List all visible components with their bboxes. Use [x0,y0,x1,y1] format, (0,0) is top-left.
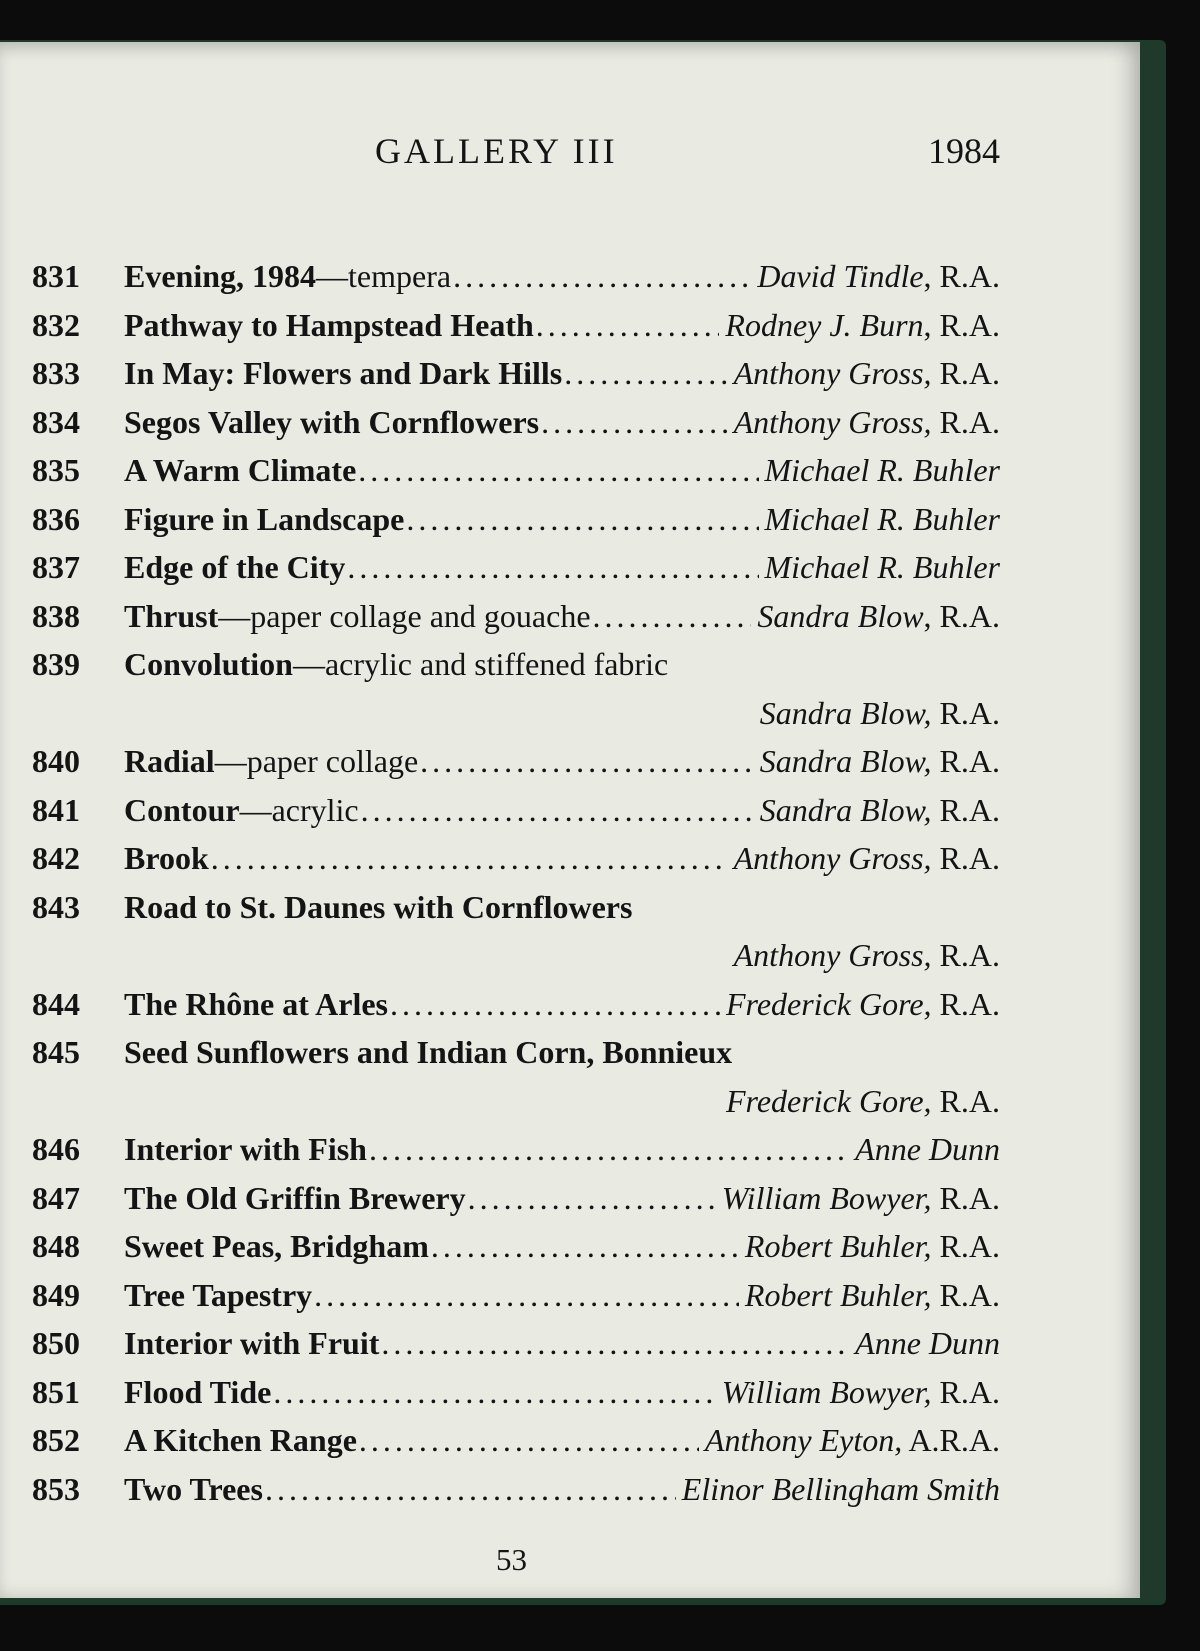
entry-artist [757,252,1000,301]
entry-number: 849 [32,1276,80,1313]
entry-title: Pathway to Hampstead Heath [124,306,534,343]
entry-continuation-line [32,931,1000,980]
catalogue-entry [32,1368,1000,1417]
entry-line [32,301,1000,350]
dot-leader [536,301,720,350]
artist-name: Rodney J. Burn [725,306,924,343]
entry-number: 842 [32,840,80,876]
dot-leader [406,495,758,544]
entry-title: Interior with Fruit [124,1325,380,1361]
entry-medium: —paper collage and gouache [218,597,591,634]
catalogue-entry [32,1416,1000,1465]
entry-title: The Old Griffin Brewery [124,1179,466,1216]
dot-leader [358,446,758,495]
catalogue-entry [32,446,1000,495]
dot-leader [361,786,754,835]
entry-artist [726,980,1000,1029]
entry-line [32,1028,1000,1077]
entry-title: Radial [124,743,215,779]
entry-artist [760,786,1000,835]
entry-medium: —acrylic and stiffened fabric [292,646,669,682]
entry-artist [722,1368,1000,1417]
artist-suffix: R.A. [931,694,1000,731]
entry-title: Edge of the City [124,549,346,585]
entry-title: Seed Sunflowers and Indian Corn, Bonnieux [124,1034,733,1070]
entry-line [32,1222,1000,1271]
entry-title: Figure in Landscape [124,500,405,537]
artist-suffix: R.A. [931,937,1000,973]
catalogue-entry [32,834,1000,883]
catalogue-entry [32,543,1000,592]
entry-title: Two Trees [124,1470,263,1507]
catalogue-entry [32,592,1000,641]
catalogue-entry [32,1271,1000,1320]
entry-continuation-line [32,689,1000,738]
entry-number: 844 [32,985,80,1022]
entry-number: 838 [32,597,80,634]
artist-suffix: R.A. [931,840,1000,876]
entry-line [32,446,1000,495]
entry-line [32,737,1000,786]
entry-number: 840 [32,743,80,779]
artist-name: Michael R. Buhler [764,549,1000,585]
artist-name: Frederick Gore, [726,985,932,1022]
artist-name: Sandra Blow, [759,743,932,779]
artist-name: Sandra Blow, [759,694,932,731]
dot-leader [265,1465,676,1514]
entry-line [32,786,1000,835]
dot-leader [541,398,728,447]
artist-name: Anthony Gross, [733,937,932,973]
entry-number: 848 [32,1228,80,1264]
entry-artist [705,1416,1000,1465]
artist-name: Anne Dunn [855,1325,1000,1361]
artist-suffix: R.A. [931,1228,1000,1264]
dot-leader [468,1174,716,1223]
artist-suffix: R.A. [931,743,1000,779]
catalogue-entry [32,640,1000,737]
catalogue-entry [32,1028,1000,1125]
entry-title: The Rhône at Arles [124,985,388,1022]
catalogue-entry-list [32,252,1000,1513]
entry-title: Road to St. Daunes with Cornflowers [124,888,633,925]
entry-title: Contour [124,791,240,828]
entry-artist [855,1319,1000,1368]
dot-leader [453,252,751,301]
artist-name: Elinor Bellingham Smith [681,1470,1000,1507]
artist-name: Michael R. Buhler [764,452,1000,488]
dot-leader [564,349,727,398]
entry-number: 847 [32,1179,80,1216]
entry-number: 839 [32,646,80,682]
entry-number: 834 [32,403,80,440]
entry-line [32,543,1000,592]
artist-suffix: , R.A. [923,306,1000,343]
entry-artist [745,1271,1000,1320]
entry-artist [722,1174,1000,1223]
catalogue-entry [32,737,1000,786]
entry-artist [765,543,1000,592]
entry-number: 835 [32,452,80,488]
entry-artist [726,1077,1000,1126]
entry-number: 845 [32,1034,80,1070]
artist-suffix: R.A. [931,985,1000,1022]
entry-line [32,252,1000,301]
catalogue-entry [32,349,1000,398]
catalogue-entry [32,1222,1000,1271]
artist-name: Anthony Eyton, [704,1422,903,1458]
dot-leader [347,543,758,592]
entry-medium: —paper collage [214,743,419,779]
entry-line [32,1174,1000,1223]
entry-number: 846 [32,1131,80,1167]
entry-title: A Warm Climate [124,452,357,488]
entry-line [32,1125,1000,1174]
entry-artist [760,689,1000,738]
entry-number: 833 [32,355,80,391]
entry-artist [765,495,1000,544]
entry-artist [734,349,1000,398]
catalogue-entry [32,398,1000,447]
artist-name: Anthony Gross, [733,840,932,876]
dot-leader [420,737,754,786]
artist-suffix: R.A. [931,355,1000,391]
entry-medium: —acrylic [239,791,359,828]
artist-suffix: R.A. [931,791,1000,828]
dot-leader [273,1368,715,1417]
dot-leader [314,1271,739,1320]
dot-leader [390,980,720,1029]
catalogue-entry [32,301,1000,350]
entry-line [32,1368,1000,1417]
entry-artist [855,1125,1000,1174]
gallery-title: GALLERY III [375,131,618,171]
artist-name: Frederick Gore, [726,1082,932,1119]
catalogue-entry [32,252,1000,301]
catalogue-entry [32,1174,1000,1223]
entry-title: Flood Tide [124,1373,272,1410]
artist-name: William Bowyer, [721,1373,932,1410]
entry-artist [757,592,1000,641]
entry-title: Interior with Fish [124,1131,367,1167]
entry-line [32,1319,1000,1368]
entry-line [32,640,1000,689]
dot-leader [381,1319,849,1368]
entry-title: Evening, 1984 [124,258,317,294]
artist-name: Robert Buhler, [744,1228,932,1264]
entry-number: 841 [32,791,80,828]
entry-title: A Kitchen Range [124,1422,357,1458]
artist-name: David Tindle [757,258,924,294]
entry-number: 832 [32,306,80,343]
entry-number: 843 [32,888,80,925]
entry-artist [734,398,1000,447]
catalogue-entry [32,1319,1000,1368]
entry-title: In May: Flowers and Dark Hills [124,355,563,391]
entry-title: Brook [124,840,209,876]
dot-leader [211,834,728,883]
artist-suffix: R.A. [931,1373,1000,1410]
entry-artist [760,737,1000,786]
catalogue-page [0,42,1140,1598]
artist-name: Robert Buhler, [744,1276,932,1313]
entry-line [32,1271,1000,1320]
entry-title: Tree Tapestry [124,1276,313,1313]
entry-number: 837 [32,549,80,585]
entry-number: 852 [32,1422,80,1458]
entry-number: 836 [32,500,80,537]
entry-line [32,495,1000,544]
artist-suffix: R.A. [931,403,1000,440]
artist-name: Michael R. Buhler [764,500,1000,537]
artist-suffix: R.A. [931,1082,1000,1119]
entry-line [32,1416,1000,1465]
artist-name: Sandra Blow, [759,791,932,828]
artist-suffix: R.A. [931,1276,1000,1313]
entry-artist [725,301,1000,350]
catalogue-entry [32,1465,1000,1514]
artist-suffix: , R.A. [923,597,1000,634]
catalogue-entry [32,980,1000,1029]
entry-number: 851 [32,1373,80,1410]
entry-line [32,398,1000,447]
artist-name: Anne Dunn [855,1131,1000,1167]
entry-line [32,1465,1000,1514]
entry-continuation-line [32,1077,1000,1126]
dot-leader [431,1222,739,1271]
entry-medium: —tempera [316,258,452,294]
entry-number: 850 [32,1325,80,1361]
entry-number: 853 [32,1470,80,1507]
entry-artist [734,834,1000,883]
page-number: 53 [496,1542,527,1577]
entry-title: Segos Valley with Cornflowers [124,403,540,440]
dot-leader [593,592,752,641]
catalogue-entry [32,786,1000,835]
entry-line [32,883,1000,932]
entry-artist [682,1465,1000,1514]
entry-line [32,592,1000,641]
entry-title: Sweet Peas, Bridgham [124,1228,429,1264]
artist-name: Anthony Gross, [733,355,932,391]
entry-line [32,980,1000,1029]
catalogue-entry [32,883,1000,980]
header-year: 1984 [928,131,1000,171]
entry-artist [734,931,1000,980]
catalogue-entry [32,1125,1000,1174]
entry-line [32,349,1000,398]
entry-title: Convolution [124,646,293,682]
page-header [0,130,1140,180]
artist-name: William Bowyer, [721,1179,932,1216]
entry-artist [745,1222,1000,1271]
dot-leader [359,1416,699,1465]
artist-name: Anthony Gross, [733,403,932,440]
artist-suffix: R.A. [931,1179,1000,1216]
entry-number: 831 [32,258,80,294]
artist-name: Sandra Blow [757,597,924,634]
artist-suffix: , R.A. [923,258,1000,294]
entry-artist [765,446,1000,495]
entry-title: Thrust [124,597,219,634]
entry-line [32,834,1000,883]
artist-suffix: A.R.A. [902,1422,1000,1458]
catalogue-entry [32,495,1000,544]
dot-leader [369,1125,849,1174]
